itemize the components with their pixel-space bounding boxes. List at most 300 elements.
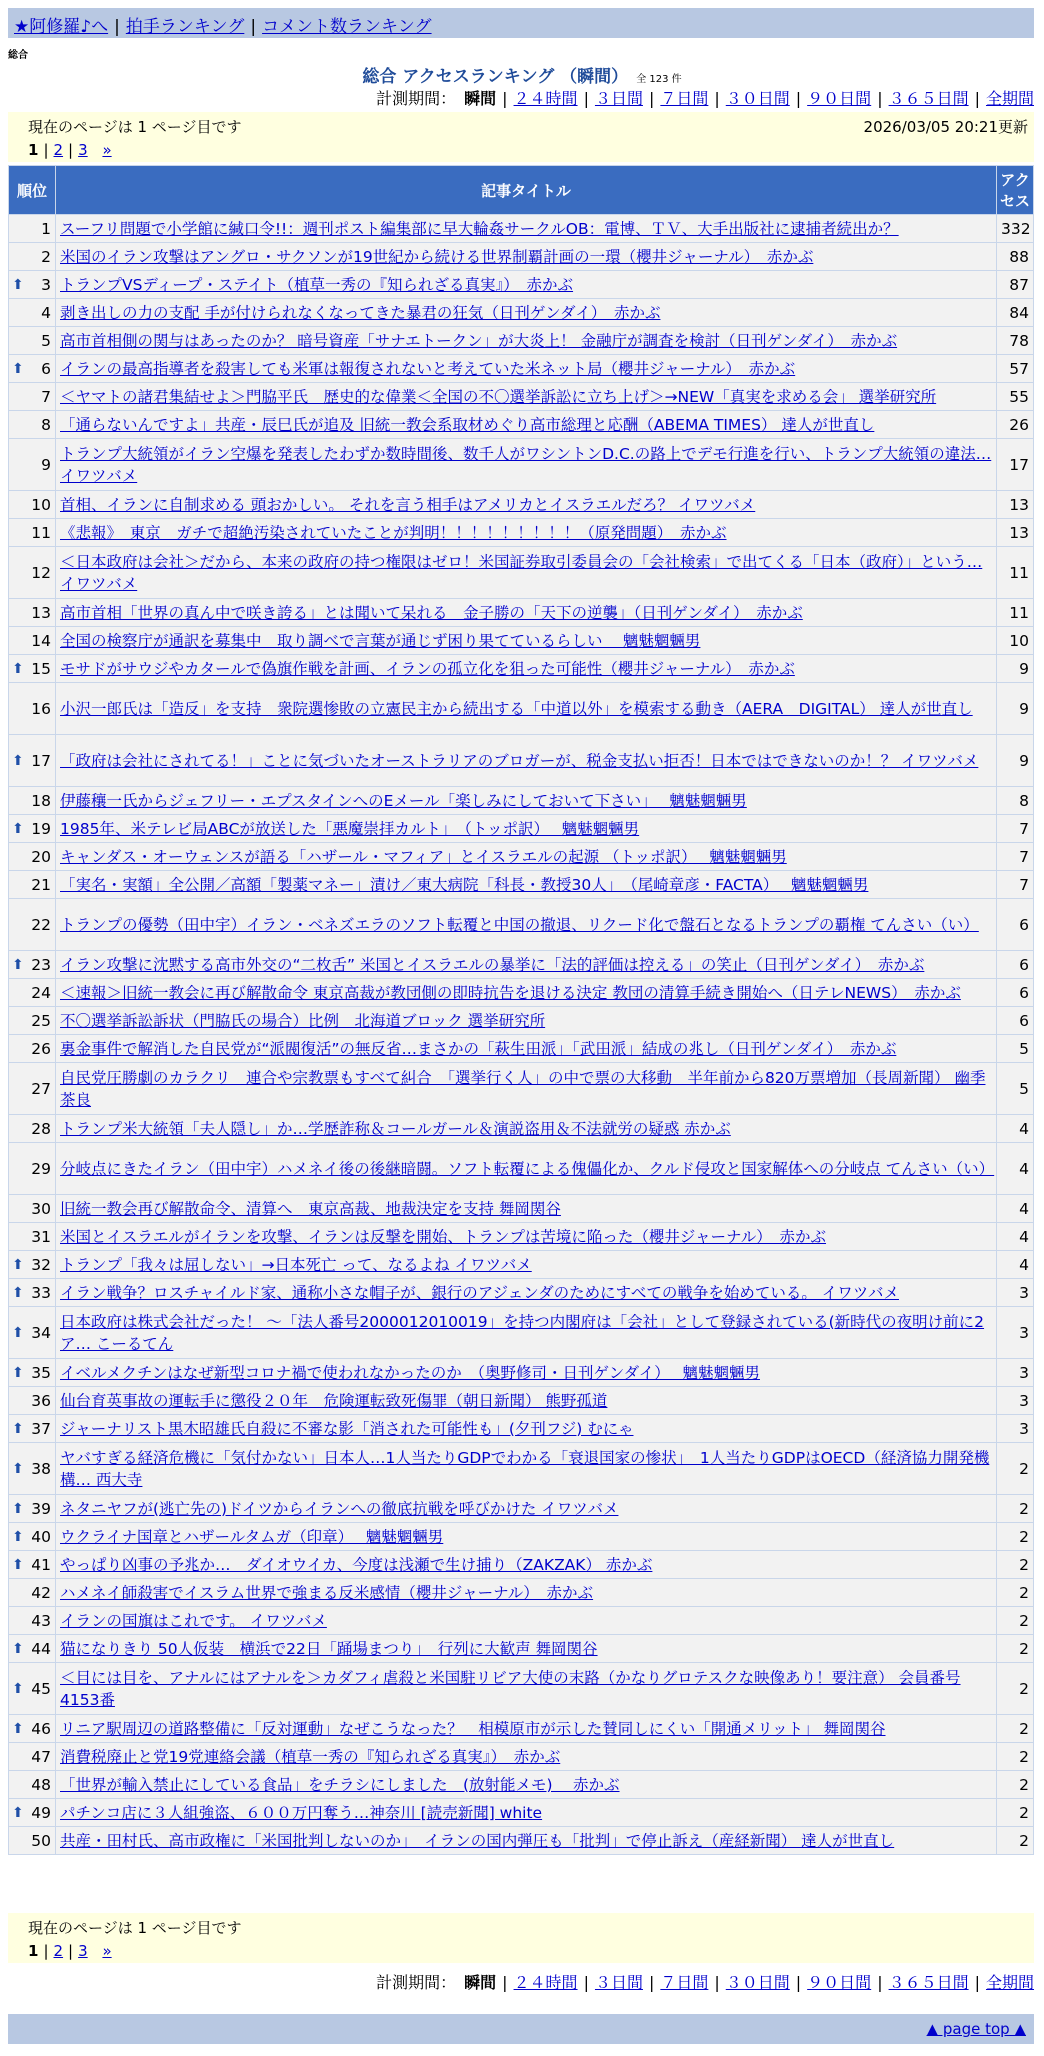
rank-number: 36 xyxy=(31,1391,51,1410)
article-link[interactable]: 高市首相「世界の真ん中で咲き誇る」とは聞いて呆れる 金子勝の「天下の逆襲」（日刊ゲンダイ） 赤かぶ xyxy=(60,603,803,622)
period-link-3d[interactable]: ３日間 xyxy=(594,89,643,108)
table-row xyxy=(9,735,1034,787)
rank-number: 24 xyxy=(31,983,51,1002)
access-count: 5 xyxy=(997,1035,1034,1063)
period-link-30d[interactable]: ３０日間 xyxy=(725,1973,790,1992)
current-page-text: 現在のページは 1 ページ目です xyxy=(28,1919,242,1937)
rank-cell xyxy=(9,215,56,243)
article-link[interactable]: 裏金事件で解消した自民党が“派閥復活”の無反省…まさかの「萩生田派」「武田派」結成の兆し（日刊ゲンダイ） 赤かぶ xyxy=(60,1039,897,1058)
top-nav-bar xyxy=(8,8,1034,38)
rank-cell xyxy=(9,1443,56,1495)
table-row xyxy=(9,1635,1034,1663)
article-link[interactable]: ＜日本政府は会社＞だから、本来の政府の持つ権限はゼロ！米国証券取引委員会の「会社検索」で出てくる「日本（政府）」という… イワツバメ xyxy=(60,552,983,593)
article-link[interactable]: 剥き出しの力の支配 手が付けられなくなってきた暴君の狂気（日刊ゲンダイ） 赤かぶ xyxy=(60,303,661,322)
access-count: 2 xyxy=(997,1523,1034,1551)
rank-up-arrow-icon: ⬆ xyxy=(12,752,24,769)
rank-number: 30 xyxy=(31,1199,51,1218)
rank-cell xyxy=(9,1551,56,1579)
article-link[interactable]: 旧統一教会再び解散命令、清算へ 東京高裁、地裁決定を支持 舞岡関谷 xyxy=(60,1199,561,1218)
rank-number: 16 xyxy=(31,699,51,718)
period-link-7d[interactable]: ７日間 xyxy=(660,89,709,108)
rank-cell xyxy=(9,383,56,411)
pager-next[interactable]: » xyxy=(102,1942,112,1960)
table-row xyxy=(9,1523,1034,1551)
title-cell xyxy=(56,439,997,491)
table-row xyxy=(9,1115,1034,1143)
rank-number: 5 xyxy=(41,331,51,350)
table-row xyxy=(9,1443,1034,1495)
title-cell xyxy=(56,355,997,383)
title-cell xyxy=(56,1495,997,1523)
rank-header: 順位 xyxy=(9,166,56,215)
rank-number: 12 xyxy=(31,563,51,582)
access-count: 2 xyxy=(997,1827,1034,1855)
rank-cell xyxy=(9,411,56,439)
table-row xyxy=(9,787,1034,815)
access-count: 13 xyxy=(997,519,1034,547)
period-link-30d[interactable]: ３０日間 xyxy=(725,89,790,108)
article-link[interactable]: ウクライナ国章とハザールタムガ（印章） 魑魅魍魎男 xyxy=(60,1527,444,1546)
article-link[interactable]: 全国の検察庁が通訳を募集中 取り調べで言葉が通じず困り果てているらしい 魑魅魍魎男 xyxy=(60,631,701,650)
article-link[interactable]: 小沢一郎氏は「造反」を支持 衆院選惨敗の立憲民主から続出する「中道以外」を模索する動き（AERA DIGITAL） 達人が世直し xyxy=(60,699,973,718)
period-link-90d[interactable]: ９０日間 xyxy=(807,1973,872,1992)
rank-number: 3 xyxy=(41,275,51,294)
article-link[interactable]: スーフリ問題で小学館に緘口令!!：週刊ポスト編集部に早大輪姦サークルOB：電博、ＴＶ、大手出版社に逮捕者続出か？ xyxy=(60,219,899,238)
article-link[interactable]: 米国のイラン攻撃はアングロ・サクソンが19世紀から続ける世界制覇計画の一環（櫻井ジャーナル） 赤かぶ xyxy=(60,247,814,266)
table-row xyxy=(9,951,1034,979)
access-count: 6 xyxy=(997,1007,1034,1035)
pager-next[interactable]: » xyxy=(102,141,112,159)
title-cell xyxy=(56,519,997,547)
rank-number: 43 xyxy=(31,1611,51,1630)
article-link[interactable]: 首相、イランに自制求める 頭おかしい。 それを言う相手はアメリカとイスラエルだろ？ イワツバメ xyxy=(60,495,756,514)
rank-number: 15 xyxy=(31,659,51,678)
table-header-row xyxy=(9,166,1034,215)
rank-number: 26 xyxy=(31,1039,51,1058)
rank-number: 23 xyxy=(31,955,51,974)
title-cell xyxy=(56,843,997,871)
title-cell xyxy=(56,655,997,683)
rank-cell xyxy=(9,899,56,951)
rank-cell xyxy=(9,271,56,299)
rank-cell xyxy=(9,1715,56,1743)
page-info-bottom xyxy=(8,1913,1034,1963)
pager-link-2[interactable]: 2 xyxy=(53,1942,64,1960)
pager-link-2[interactable]: 2 xyxy=(53,141,64,159)
article-link[interactable]: 米国とイスラエルがイランを攻撃、イランは反撃を開始、トランプは苦境に陥った（櫻井ジャーナル） 赤かぶ xyxy=(60,1227,827,1246)
rank-cell xyxy=(9,355,56,383)
rank-cell xyxy=(9,547,56,599)
table-row xyxy=(9,1007,1034,1035)
title-cell xyxy=(56,1635,997,1663)
rank-number: 47 xyxy=(31,1747,51,1766)
table-row xyxy=(9,655,1034,683)
pager-current: 1 xyxy=(28,141,39,159)
access-count: 2 xyxy=(997,1607,1034,1635)
rank-number: 35 xyxy=(31,1363,51,1382)
period-link-24h[interactable]: ２４時間 xyxy=(513,89,578,108)
period-current: 瞬間 xyxy=(464,1973,497,1992)
article-link[interactable]: イベルメクチンはなぜ新型コロナ禍で使われなかったのか （奥野修司・日刊ゲンダイ） 魑魅魍魎男 xyxy=(60,1363,760,1382)
table-row xyxy=(9,1827,1034,1855)
rank-cell xyxy=(9,1663,56,1715)
article-link[interactable]: ハメネイ師殺害でイスラム世界で強まる反米感情（櫻井ジャーナル） 赤かぶ xyxy=(60,1583,594,1602)
title-cell xyxy=(56,899,997,951)
page-info-top xyxy=(8,112,1034,162)
access-count: 2 xyxy=(997,1579,1034,1607)
access-count: 4 xyxy=(997,1223,1034,1251)
title-cell xyxy=(56,599,997,627)
rank-cell xyxy=(9,871,56,899)
nav-separator: | xyxy=(114,17,120,37)
rank-cell xyxy=(9,979,56,1007)
section-tag: 総合 xyxy=(8,50,28,61)
rank-number: 27 xyxy=(31,1079,51,1098)
table-row xyxy=(9,899,1034,951)
article-link[interactable]: 不〇選挙訴訟訴状（門脇氏の場合）比例 北海道ブロック 選挙研究所 xyxy=(60,1011,546,1030)
rank-cell xyxy=(9,951,56,979)
access-count: 2 xyxy=(997,1799,1034,1827)
article-link[interactable]: 消費税廃止と党19党連絡会議（植草一秀の『知られざる真実』） 赤かぶ xyxy=(60,1747,561,1766)
title-cell xyxy=(56,1279,997,1307)
rank-up-arrow-icon: ⬆ xyxy=(12,276,24,293)
article-link[interactable]: パチンコ店に３人組強盗、６００万円奪う…神奈川 [読売新聞] white xyxy=(60,1803,543,1822)
rank-cell xyxy=(9,299,56,327)
table-row xyxy=(9,843,1034,871)
pager-current: 1 xyxy=(28,1942,39,1960)
article-link[interactable]: やっぱり凶事の予兆か… ダイオウイカ、今度は浅瀬で生け捕り（ZAKZAK） 赤かぶ xyxy=(60,1555,653,1574)
article-link[interactable]: 伊藤穰一氏からジェフリー・エプスタインへのEメール「楽しみにしておいて下さい」 魑魅魍魎男 xyxy=(60,791,747,810)
current-page-text: 現在のページは 1 ページ目です xyxy=(28,118,242,136)
access-count: 57 xyxy=(997,355,1034,383)
rank-number: 50 xyxy=(31,1831,51,1850)
table-row xyxy=(9,1307,1034,1359)
article-link[interactable]: トランプの優勢（田中宇）イラン・ベネズエラのソフト転覆と中国の撤退、リクード化で盤石となるトランプの覇権 てんさい（い） xyxy=(60,915,979,934)
rank-up-arrow-icon: ⬆ xyxy=(12,1256,24,1273)
access-count: 7 xyxy=(997,843,1034,871)
title-cell xyxy=(56,1115,997,1143)
article-link[interactable]: ネタニヤフが(逃亡先の)ドイツからイランへの徹底抗戦を呼びかけた イワツバメ xyxy=(60,1499,619,1518)
rank-number: 34 xyxy=(31,1323,51,1342)
article-link[interactable]: イラン攻撃に沈黙する高市外交の“二枚舌” 米国とイスラエルの暴挙に「法的評価は控える」の笑止（日刊ゲンダイ） 赤かぶ xyxy=(60,955,925,974)
title-cell xyxy=(56,1771,997,1799)
title-cell xyxy=(56,215,997,243)
access-count: 2 xyxy=(997,1715,1034,1743)
title-cell xyxy=(56,1443,997,1495)
rank-up-arrow-icon: ⬆ xyxy=(12,1680,24,1697)
table-row xyxy=(9,1387,1034,1415)
access-count: 332 xyxy=(997,215,1034,243)
access-count: 84 xyxy=(997,299,1034,327)
table-row xyxy=(9,1607,1034,1635)
pager-link-3[interactable]: 3 xyxy=(78,141,88,159)
article-link[interactable]: 「通らないんですよ」共産・辰巳氏が追及 旧統一教会系取材めぐり高市総理と応酬（ABEMA TIMES） 達人が世直し xyxy=(60,415,875,434)
table-row xyxy=(9,1063,1034,1115)
access-count: 6 xyxy=(997,951,1034,979)
article-link[interactable]: モサドがサウジやカタールで偽旗作戦を計画、イランの孤立化を狙った可能性（櫻井ジャーナル） 赤かぶ xyxy=(60,659,795,678)
article-link[interactable]: トランプ「我々は屈しない」→日本死亡 って、なるよね イワツバメ xyxy=(60,1255,532,1274)
rank-up-arrow-icon: ⬆ xyxy=(12,820,24,837)
title-cell xyxy=(56,1743,997,1771)
access-count: 9 xyxy=(997,655,1034,683)
article-link[interactable]: トランプ大統領がイラン空爆を発表したわずか数時間後、数千人がワシントンD.C.の路上でデモ行進を行い、トランプ大統領の違法… イワツバメ xyxy=(60,444,992,485)
ranking-body xyxy=(9,215,1034,1855)
period-link-all[interactable]: 全期間 xyxy=(985,1973,1034,1992)
rank-number: 41 xyxy=(31,1555,51,1574)
access-count: 2 xyxy=(997,1495,1034,1523)
rank-cell xyxy=(9,1415,56,1443)
rank-up-arrow-icon: ⬆ xyxy=(12,1364,24,1381)
article-link[interactable]: ＜速報＞旧統一教会に再び解散命令 東京高裁が教団側の即時抗告を退ける決定 教団の清算手続き開始へ（日テレNEWS） 赤かぶ xyxy=(60,983,961,1002)
table-row xyxy=(9,815,1034,843)
rank-number: 37 xyxy=(31,1419,51,1438)
title-cell xyxy=(56,1307,997,1359)
title-cell xyxy=(56,1607,997,1635)
article-link[interactable]: 「実名・実額」全公開／高額「製薬マネー」漬け／東大病院「科長・教授30人」 （尾崎章彦・FACTA） 魑魅魍魎男 xyxy=(60,875,869,894)
access-count: 4 xyxy=(997,1251,1034,1279)
title-cell xyxy=(56,951,997,979)
rank-cell xyxy=(9,1195,56,1223)
pager-bottom: 1 | 2 | 3 » xyxy=(28,1942,112,1960)
rank-number: 28 xyxy=(31,1119,51,1138)
rank-cell xyxy=(9,1607,56,1635)
article-link[interactable]: イランの国旗はこれです。 イワツバメ xyxy=(60,1611,327,1630)
bottom-bar xyxy=(8,2014,1034,2044)
access-count: 78 xyxy=(997,327,1034,355)
rank-cell xyxy=(9,787,56,815)
rank-number: 29 xyxy=(31,1159,51,1178)
home-link[interactable]: ★阿修羅♪へ xyxy=(14,17,109,37)
article-link[interactable]: 猫になりきり 50人仮装 横浜で22日「踊場まつり」 行列に大歓声 舞岡関谷 xyxy=(60,1639,598,1658)
table-row xyxy=(9,1579,1034,1607)
rank-number: 9 xyxy=(41,455,51,474)
period-link-24h[interactable]: ２４時間 xyxy=(513,1973,578,1992)
rank-cell xyxy=(9,1115,56,1143)
article-link[interactable]: ジャーナリスト黒木昭雄氏自殺に不審な影「消された可能性も」(夕刊フジ) むにゃ xyxy=(60,1419,634,1438)
ranking-table xyxy=(8,165,1034,1855)
title-cell xyxy=(56,1579,997,1607)
rank-number: 6 xyxy=(41,359,51,378)
table-row xyxy=(9,1415,1034,1443)
rank-up-arrow-icon: ⬆ xyxy=(12,360,24,377)
rank-cell xyxy=(9,1223,56,1251)
page-top-link[interactable]: ▲ page top ▲ xyxy=(926,2020,1026,2038)
rank-number: 33 xyxy=(31,1283,51,1302)
access-count: 11 xyxy=(997,599,1034,627)
article-link[interactable]: ＜目には目を、アナルにはアナルを＞カダフィ虐殺と米国駐リビア大使の末路（かなりグロテスクな映像あり！要注意） 会員番号4153番 xyxy=(60,1668,961,1709)
table-row xyxy=(9,1359,1034,1387)
article-link[interactable]: 仙台育英事故の運転手に懲役２０年 危険運転致死傷罪（朝日新聞） 熊野孤道 xyxy=(60,1391,608,1410)
access-count: 2 xyxy=(997,1743,1034,1771)
table-row xyxy=(9,327,1034,355)
rank-number: 19 xyxy=(31,819,51,838)
rank-cell xyxy=(9,1359,56,1387)
table-row xyxy=(9,1143,1034,1195)
rank-cell xyxy=(9,1523,56,1551)
access-count: 3 xyxy=(997,1279,1034,1307)
total-count: 全 123 件 xyxy=(636,74,682,85)
title-cell xyxy=(56,1827,997,1855)
rank-cell xyxy=(9,1279,56,1307)
title-cell xyxy=(56,1551,997,1579)
table-row xyxy=(9,215,1034,243)
rank-number: 32 xyxy=(31,1255,51,1274)
rank-number: 40 xyxy=(31,1527,51,1546)
access-count: 4 xyxy=(997,1115,1034,1143)
rank-number: 25 xyxy=(31,1011,51,1030)
period-link-90d[interactable]: ９０日間 xyxy=(807,89,872,108)
rank-number: 4 xyxy=(41,303,51,322)
article-link[interactable]: 1985年、米テレビ局ABCが放送した「悪魔崇拝カルト」 （トッポ訳） 魑魅魍魎男 xyxy=(60,819,640,838)
table-row xyxy=(9,599,1034,627)
table-row xyxy=(9,1279,1034,1307)
access-count: 2 xyxy=(997,1771,1034,1799)
comment-ranking-link[interactable]: コメント数ランキング xyxy=(262,17,432,37)
rank-cell xyxy=(9,327,56,355)
table-row xyxy=(9,1035,1034,1063)
period-link-3d[interactable]: ３日間 xyxy=(594,1973,643,1992)
rank-number: 10 xyxy=(31,495,51,514)
table-row xyxy=(9,1195,1034,1223)
rank-number: 48 xyxy=(31,1775,51,1794)
access-count: 4 xyxy=(997,1143,1034,1195)
rank-up-arrow-icon: ⬆ xyxy=(12,1556,24,1573)
rank-number: 8 xyxy=(41,415,51,434)
article-link[interactable]: イランの最高指導者を殺害しても米軍は報復されないと考えていた米ネット局（櫻井ジャーナル） 赤かぶ xyxy=(60,359,796,378)
table-row xyxy=(9,871,1034,899)
article-link[interactable]: 自民党圧勝劇のカラクリ 連合や宗教票もすべて糾合 「選挙行く人」の中で票の大移動 半年前から820万票増加（長周新聞） 幽季 茶良 xyxy=(60,1068,986,1109)
access-count: 9 xyxy=(997,683,1034,735)
rank-number: 44 xyxy=(31,1639,51,1658)
rank-up-arrow-icon: ⬆ xyxy=(12,1720,24,1737)
title-cell xyxy=(56,683,997,735)
rank-up-arrow-icon: ⬆ xyxy=(12,1804,24,1821)
title-cell xyxy=(56,1799,997,1827)
access-count: 6 xyxy=(997,899,1034,951)
access-count: 3 xyxy=(997,1307,1034,1359)
article-link[interactable]: 「政府は会社にされてる！」ことに気づいたオーストラリアのブロガーが、税金支払い拒否！日本ではできないのか！？ イワツバメ xyxy=(60,751,979,770)
rank-number: 7 xyxy=(41,387,51,406)
rank-cell xyxy=(9,1635,56,1663)
page-title: 総合 アクセスランキング （瞬間） xyxy=(362,67,629,87)
rank-cell xyxy=(9,1827,56,1855)
article-link[interactable]: ＜ヤマトの諸君集結せよ＞門脇平氏 歴史的な偉業＜全国の不〇選挙訴訟に立ち上げ＞→NEW「真実を求める会」 選挙研究所 xyxy=(60,387,937,406)
rank-number: 46 xyxy=(31,1719,51,1738)
title-cell xyxy=(56,1523,997,1551)
rank-cell xyxy=(9,439,56,491)
rank-up-arrow-icon: ⬆ xyxy=(12,1528,24,1545)
rank-cell xyxy=(9,599,56,627)
article-link[interactable]: 日本政府は株式会社だった！ ～「法人番号2000012010019」を持つ内閣府は「会社」として登録されている(新時代の夜明け前に2ア… こーるてん xyxy=(60,1312,985,1353)
period-link-365d[interactable]: ３６５日間 xyxy=(888,1973,969,1992)
access-count: 5 xyxy=(997,1063,1034,1115)
title-cell xyxy=(56,1663,997,1715)
period-label: 計測期間： xyxy=(376,1973,457,1992)
title-cell xyxy=(56,1143,997,1195)
article-link[interactable]: 分岐点にきたイラン（田中宇）ハメネイ後の後継暗闘。ソフト転覆による傀儡化か、クルド侵攻と国家解体への分岐点 てんさい（い） xyxy=(60,1159,995,1178)
title-cell xyxy=(56,1063,997,1115)
period-link-365d[interactable]: ３６５日間 xyxy=(888,89,969,108)
title-cell xyxy=(56,1223,997,1251)
title-cell xyxy=(56,815,997,843)
rank-up-arrow-icon: ⬆ xyxy=(12,1420,24,1437)
rank-up-arrow-icon: ⬆ xyxy=(12,1284,24,1301)
rank-number: 20 xyxy=(31,847,51,866)
period-selector-bottom: 計測期間： 瞬間 | ２４時間 | ３日間 | ７日間 | ３０日間 | ９０日間 | ３６５日間 | 全期間 xyxy=(376,1973,1034,1992)
rank-cell xyxy=(9,1743,56,1771)
title-cell xyxy=(56,627,997,655)
period-link-7d[interactable]: ７日間 xyxy=(660,1973,709,1992)
article-link[interactable]: 《悲報》 東京 ガチで超絶汚染されていたことが判明！！！！！！！！！（原発問題） 赤かぶ xyxy=(60,523,727,542)
table-row xyxy=(9,627,1034,655)
title-header: 記事タイトル xyxy=(56,166,997,215)
access-count: 88 xyxy=(997,243,1034,271)
title-cell xyxy=(56,1035,997,1063)
applause-ranking-link[interactable]: 拍手ランキング xyxy=(125,17,245,37)
table-row xyxy=(9,1799,1034,1827)
table-row xyxy=(9,547,1034,599)
article-link[interactable]: 高市首相側の関与はあったのか？ 暗号資産「サナエトークン」が大炎上！ 金融庁が調査を検討（日刊ゲンダイ） 赤かぶ xyxy=(60,331,898,350)
table-row xyxy=(9,1771,1034,1799)
rank-cell xyxy=(9,1035,56,1063)
rank-cell xyxy=(9,735,56,787)
title-cell xyxy=(56,271,997,299)
article-link[interactable]: キャンダス・オーウェンスが語る「ハザール・マフィア」とイスラエルの起源 （トッポ訳） 魑魅魍魎男 xyxy=(60,847,787,866)
table-row xyxy=(9,383,1034,411)
article-link[interactable]: ヤバすぎる経済危機に「気付かない」日本人…1人当たりGDPでわかる「衰退国家の惨状」 1人当たりGDPはOECD（経済協力開発機構… 西大寺 xyxy=(60,1448,990,1489)
table-row xyxy=(9,683,1034,735)
article-link[interactable]: 共産・田村氏、高市政権に「米国批判しないのか」 イランの国内弾圧も「批判」で停止訴え（産経新聞） 達人が世直し xyxy=(60,1831,895,1850)
rank-up-arrow-icon: ⬆ xyxy=(12,1324,24,1341)
rank-cell xyxy=(9,1007,56,1035)
article-link[interactable]: トランプ米大統領「夫人隠し」か…学歴詐称＆コールガール＆演説盗用＆不法就労の疑惑 赤かぶ xyxy=(60,1119,731,1138)
rank-cell xyxy=(9,815,56,843)
rank-up-arrow-icon: ⬆ xyxy=(12,1500,24,1517)
access-count: 10 xyxy=(997,627,1034,655)
title-cell xyxy=(56,735,997,787)
article-link[interactable]: 「世界が輸入禁止にしている食品」をチラシにしました (放射能メモ) 赤かぶ xyxy=(60,1775,620,1794)
rank-cell xyxy=(9,1495,56,1523)
access-count: 2 xyxy=(997,1443,1034,1495)
rank-number: 18 xyxy=(31,791,51,810)
access-count: 4 xyxy=(997,1195,1034,1223)
title-cell xyxy=(56,491,997,519)
article-link[interactable]: トランプVSディープ・ステイト（植草一秀の『知られざる真実』） 赤かぶ xyxy=(60,275,574,294)
table-row xyxy=(9,1495,1034,1523)
rank-cell xyxy=(9,1771,56,1799)
access-count: 17 xyxy=(997,439,1034,491)
period-label: 計測期間： xyxy=(376,89,457,108)
title-cell xyxy=(56,979,997,1007)
access-count: 9 xyxy=(997,735,1034,787)
article-link[interactable]: リニア駅周辺の道路整備に「反対運動」なぜこうなった？ 相模原市が示した賛同しにくい「開通メリット」 舞岡関谷 xyxy=(60,1719,886,1738)
pager-link-3[interactable]: 3 xyxy=(78,1942,88,1960)
title-cell xyxy=(56,1715,997,1743)
period-link-all[interactable]: 全期間 xyxy=(985,89,1034,108)
access-count: 87 xyxy=(997,271,1034,299)
access-count: 8 xyxy=(997,787,1034,815)
rank-number: 21 xyxy=(31,875,51,894)
title-cell xyxy=(56,547,997,599)
article-link[interactable]: イラン戦争？ロスチャイルド家、通称小さな帽子が、銀行のアジェンダのためにすべての戦争を始めている。 イワツバメ xyxy=(60,1283,899,1302)
access-count: 3 xyxy=(997,1387,1034,1415)
rank-number: 39 xyxy=(31,1499,51,1518)
access-count: 6 xyxy=(997,979,1034,1007)
period-current: 瞬間 xyxy=(464,89,497,108)
table-row xyxy=(9,491,1034,519)
rank-number: 1 xyxy=(41,219,51,238)
access-count: 55 xyxy=(997,383,1034,411)
